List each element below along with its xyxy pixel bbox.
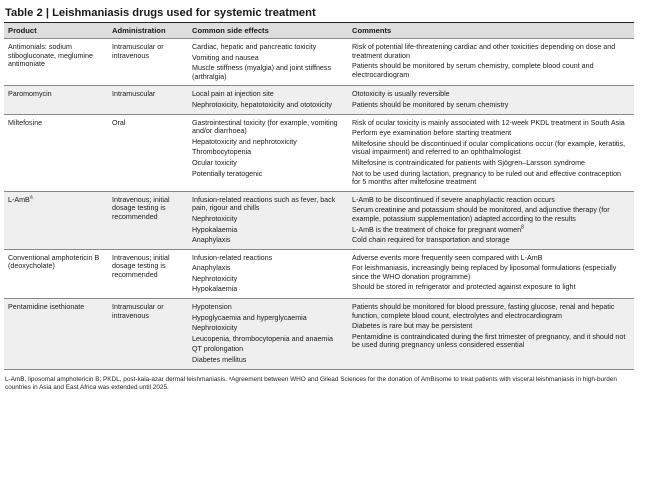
comments-cell xyxy=(348,299,634,370)
document-page xyxy=(4,4,634,392)
comment-text: Should be stored in refrigerator and protected against exposure to light xyxy=(352,283,576,292)
comment-item xyxy=(352,333,630,350)
side-effect-item: Infusion-related reactions xyxy=(192,253,273,262)
product-cell xyxy=(4,249,108,298)
product-name: Conventional amphotericin B (deoxycholate) xyxy=(8,253,100,271)
header-side-effects: Common side effects xyxy=(188,23,348,39)
product-name: Antimonials: sodium stibogluconate, meglumine antimoniate xyxy=(8,43,93,69)
side-effects-cell xyxy=(188,86,348,114)
side-effect-item: Hypotension xyxy=(192,303,232,312)
side-effect-item: Vomiting and nausea xyxy=(192,53,259,62)
side-effect-item: Hypoglycaemia and hyperglycaemia xyxy=(192,313,307,322)
side-effect-item: Cardiac, hepatic and pancreatic toxicity xyxy=(192,43,317,51)
side-effect-item: Anaphylaxis xyxy=(192,236,231,245)
product-name: Miltefosine xyxy=(8,118,43,127)
side-effect-item: QT prolongation xyxy=(192,345,244,354)
comments-cell xyxy=(348,191,634,249)
comment-item xyxy=(352,226,630,235)
side-effect-item: Local pain at injection site xyxy=(192,90,274,99)
comment-text: Risk of potential life-threatening cardiac and other toxicities depending on dose and treatment duration xyxy=(352,43,616,60)
product-cell xyxy=(4,299,108,370)
comment-item xyxy=(352,159,630,168)
administration-cell: Intramuscular or intravenous xyxy=(108,299,188,370)
comment-text: Patients should be monitored by serum chemistry xyxy=(352,100,509,109)
comment-item xyxy=(352,119,630,128)
table-footnote: L-AmB, liposomal amphotericin B; PKDL, post-kala-azar dermal leishmaniasis. ᵃAgreement between WHO and Gilead Sciences for the donation of AmBisome to treat patients with visceral leishmaniasis in high-burden countries in Asia and East Africa was extended until 2025. xyxy=(5,375,617,391)
table-header xyxy=(4,23,634,39)
comment-item xyxy=(352,101,630,110)
side-effects-cell xyxy=(188,299,348,370)
table-row xyxy=(4,249,634,298)
side-effects-cell xyxy=(188,39,348,86)
header-product: Product xyxy=(4,23,108,39)
side-effect-item: Hypokalaemia xyxy=(192,225,238,234)
table-title: Table 2 | Leishmaniasis drugs used for systemic treatment xyxy=(4,4,634,23)
comment-item xyxy=(352,43,630,60)
comments-cell xyxy=(348,39,634,86)
side-effect-item: Anaphylaxis xyxy=(192,264,231,273)
comment-item xyxy=(352,283,630,292)
comment-item xyxy=(352,206,630,223)
side-effect-item: Nephrotoxicity, hepatotoxicity and ototoxicity xyxy=(192,100,332,109)
comment-item xyxy=(352,140,630,157)
comments-cell xyxy=(348,114,634,191)
comment-text: Perform eye examination before starting treatment xyxy=(352,129,512,138)
administration-cell: Intramuscular xyxy=(108,86,188,114)
side-effect-item: Infusion-related reactions such as fever, back pain, rigour and chills xyxy=(192,195,336,213)
comment-text: Adverse events more frequently seen compared with L-AmB xyxy=(352,253,543,262)
footnote-marker: a xyxy=(29,194,33,201)
side-effect-item: Nephrotoxicity xyxy=(192,214,238,223)
comment-item xyxy=(352,236,630,245)
administration-cell: Intravenous; initial dosage testing is recommended xyxy=(108,249,188,298)
administration-cell: Intramuscular or intravenous xyxy=(108,39,188,86)
comment-text: L-AmB is the treatment of choice for pregnant women xyxy=(352,225,522,234)
comments-cell xyxy=(348,86,634,114)
side-effects-cell xyxy=(188,249,348,298)
side-effect-item: Muscle stiffness (myalgia) and joint stiffness (arthralgia) xyxy=(192,64,332,81)
header-administration: Administration xyxy=(108,23,188,39)
side-effects-cell xyxy=(188,114,348,191)
comment-text: L-AmB to be discontinued if severe anaphylactic reaction occurs xyxy=(352,195,555,204)
comment-item xyxy=(352,254,630,263)
comment-item xyxy=(352,264,630,281)
comment-item xyxy=(352,303,630,320)
comment-item xyxy=(352,129,630,138)
product-name: Paromomycin xyxy=(8,90,52,99)
comment-text: Miltefosine is contraindicated for patients with Sjögren–Larsson syndrome xyxy=(352,158,585,167)
side-effect-item: Potentially teratogenic xyxy=(192,169,263,178)
comment-item xyxy=(352,322,630,331)
comment-item xyxy=(352,170,630,187)
comment-text: Patients should be monitored for blood pressure, fasting glucose, renal and hepatic function, complete blood count, electrolytes and electrocardiogram xyxy=(352,303,615,320)
comment-item xyxy=(352,196,630,205)
comment-text: Diabetes is rare but may be persistent xyxy=(352,322,473,331)
side-effect-item: Thrombocytopenia xyxy=(192,148,252,157)
side-effect-item: Leucopenia, thrombocytopenia and anaemia xyxy=(192,334,333,343)
product-cell xyxy=(4,86,108,114)
comment-text: Miltefosine should be discontinued if ocular complications occur (for example, keratitis, visual impairment) and referred to an ophthalmologist xyxy=(352,139,626,157)
comment-text: Cold chain required for transportation and storage xyxy=(352,236,510,245)
administration-cell: Oral xyxy=(108,114,188,191)
drugs-table xyxy=(4,23,634,370)
comment-text: Patients should be monitored by serum chemistry, complete blood count and electrocardiogram xyxy=(352,62,594,79)
table-row xyxy=(4,191,634,249)
reference-marker: 8 xyxy=(521,224,524,231)
comment-text: Not to be used during lactation, pregnancy to be ruled out and effective contraception for 5 months after miltefosine treatment xyxy=(352,169,622,187)
comment-item xyxy=(352,62,630,79)
product-name: Pentamidine isethionate xyxy=(8,303,85,312)
comments-cell xyxy=(348,249,634,298)
side-effect-item: Nephrotoxicity xyxy=(192,324,238,333)
product-cell xyxy=(4,191,108,249)
comment-text: Serum creatinine and potassium should be monitored, and adjunctive therapy (for example, potassium supplementation) adapted according to the results xyxy=(352,206,610,223)
table-body xyxy=(4,39,634,370)
product-name: L-AmB xyxy=(8,195,30,204)
comment-text: Pentamidine is contraindicated during the first trimester of pregnancy, and it should not be used during pregnancy unless considered essential xyxy=(352,332,626,350)
comment-item xyxy=(352,90,630,99)
side-effect-item: Nephrotoxicity xyxy=(192,274,238,283)
side-effect-item: Diabetes mellitus xyxy=(192,356,247,365)
table-row xyxy=(4,114,634,191)
product-cell xyxy=(4,114,108,191)
administration-cell: Intravenous; initial dosage testing is recommended xyxy=(108,191,188,249)
side-effect-item: Ocular toxicity xyxy=(192,158,237,167)
side-effects-cell xyxy=(188,191,348,249)
header-row xyxy=(4,23,634,39)
product-cell xyxy=(4,39,108,86)
table-row xyxy=(4,86,634,114)
comment-text: Risk of ocular toxicity is mainly associated with 12-week PKDL treatment in South Asia xyxy=(352,118,625,127)
comment-text: For leishmaniasis, increasingly being replaced by liposomal formulations (especially since the WHO donation programme) xyxy=(352,264,617,281)
side-effect-item: Hypokalaemia xyxy=(192,285,238,294)
side-effect-item: Hepatotoxicity and nephrotoxicity xyxy=(192,137,297,146)
header-comments: Comments xyxy=(348,23,634,39)
side-effect-item: Gastrointestinal toxicity (for example, vomiting and/or diarrhoea) xyxy=(192,118,338,136)
comment-text: Ototoxicity is usually reversible xyxy=(352,90,450,99)
table-row xyxy=(4,299,634,370)
table-row xyxy=(4,39,634,86)
